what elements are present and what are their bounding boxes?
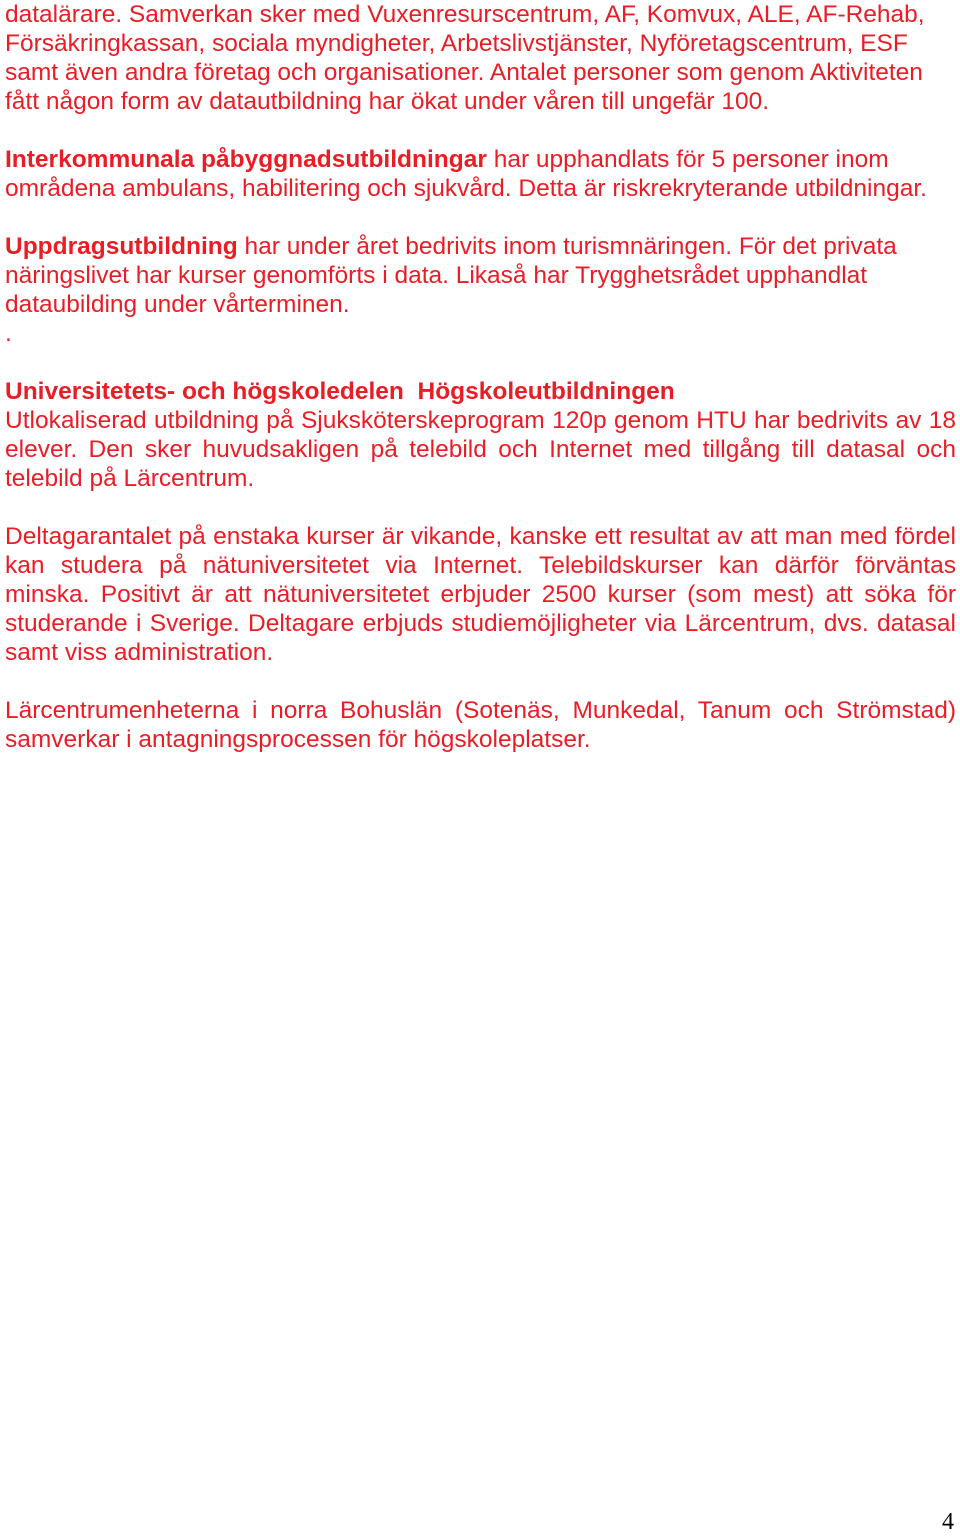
paragraph-gap <box>5 116 956 145</box>
paragraph-samverkan: datalärare. Samverkan sker med Vuxenresurscentrum, AF, Komvux, ALE, AF-Rehab, Försäkringkassan, sociala myndigheter, Arbetslivstjänster, Nyföretagscentrum, ESF samt även andra företag och organisationer. Antalet personer som genom Aktiviteten fått någon form av datautbildning har ökat under våren till ungefär 100. <box>5 1 925 115</box>
paragraph-gap <box>5 667 956 696</box>
paragraph-utlokaliserad: Utlokaliserad utbildning på Sjuksköterskeprogram 120p genom HTU har bedrivits av 18 elever. Den sker huvudsakligen på telebild och Internet med tillgång till datasal och telebild på Lärcentrum. <box>5 407 956 492</box>
paragraph-deltagarantalet: Deltagarantalet på enstaka kurser är vikande, kanske ett resultat av att man med fördel kan studera på nätuniversitetet via Internet. Telebildskurser kan därför förväntas minska. Positivt är att nätuniversitetet erbjuder 2500 kurser (som mest) att söka för studerande i Sverige. Deltagare erbjuds studiemöjligheter via Lärcentrum, dvs. datasal samt viss administration. <box>5 523 956 666</box>
heading-uppdragsutbildning: Uppdragsutbildning <box>5 233 238 260</box>
paragraph-larcentrumenheterna: Lärcentrumenheterna i norra Bohuslän (Sotenäs, Munkedal, Tanum och Strömstad) samverkar i antagningsprocessen för högskoleplatser. <box>5 697 956 753</box>
paragraph-uppdragsutbildning <box>5 232 956 319</box>
heading-interkommunala: Interkommunala påbyggnadsutbildningar <box>5 146 487 173</box>
paragraph-gap <box>5 348 956 377</box>
paragraph-gap <box>5 493 956 522</box>
paragraph-interkommunala <box>5 145 956 203</box>
stray-dot: . <box>5 320 12 347</box>
page-number: 4 <box>942 1509 954 1535</box>
document-body <box>5 0 956 754</box>
paragraph-uppdragsutbildning-text: har under året bedrivits inom turismnäringen. För det privata näringslivet har kurser genomförts i data. Likaså har Trygghetsrådet upphandlat dataubilding under vårterminen. <box>5 233 897 318</box>
paragraph-interkommunala-text: har upphandlats för 5 personer inom områdena ambulans, habilitering och sjukvård. Detta är riskrekryterande utbildningar. <box>5 146 927 202</box>
section-heading-universitet: Universitetets- och högskoledelen Högskoleutbildningen <box>5 378 675 405</box>
paragraph-gap <box>5 203 956 232</box>
